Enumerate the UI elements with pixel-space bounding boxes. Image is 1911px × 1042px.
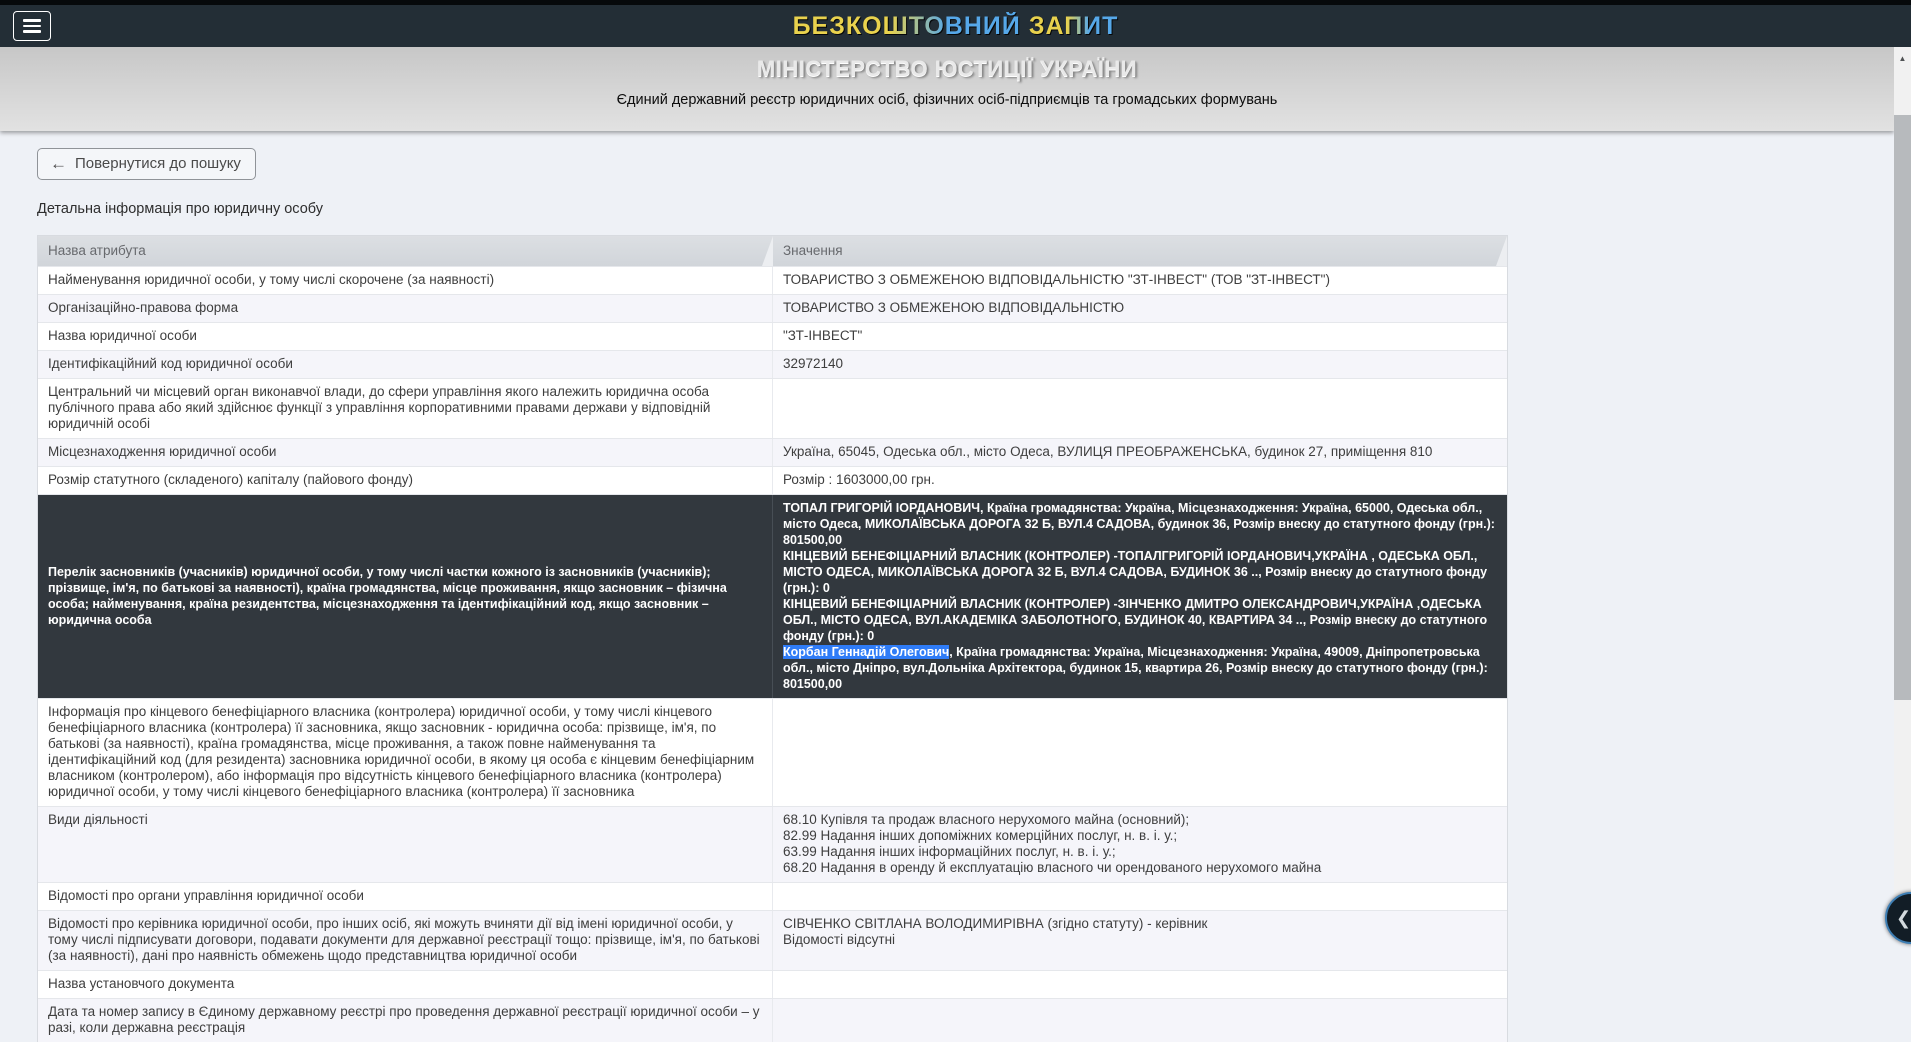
table-row[interactable] [38,266,1507,294]
value-cell [773,495,1507,698]
attr-cell: Ідентифікаційний код юридичної особи [38,351,773,378]
activity-line: 68.20 Надання в оренду й експлуатацію власного чи орендованого нерухомого майна [783,860,1322,875]
attr-cell: Інформація про кінцевого бенефіціарного власника (контролера) юридичної особи, у тому числі кінцевого бенефіціарного власника (контролера) її засновника, якщо засновник - юридична особа: прізвище, ім'я, по батькові (за наявності), країна громадянства, місце проживання, а також повне найменування та ідентифікаційний код (для резидента) засновника юридичної особи, в якому ця особа є кінцевим бенефіціарним власником (контролером), або інформація про відсутність кінцевого бенефіціарного власника (контролера) юридичної особи, у тому числі кінцевого бенефіціарного власника (контролера) її засновника [38,699,773,806]
director-line: СІВЧЕНКО СВІТЛАНА ВОЛОДИМИРІВНА (згідно статуту) - керівник [783,916,1208,931]
attr-cell: Організаційно-правова форма [38,295,773,322]
title-word-2: ЗАПИТ [1028,11,1119,40]
attr-cell: Розмір статутного (складеного) капіталу (пайового фонду) [38,467,773,494]
vertical-scrollbar[interactable] [1894,47,1911,924]
activity-line: 63.99 Надання інших інформаційних послуг, н. в. і. у.; [783,844,1116,859]
chevron-left-icon: ❮ [1896,908,1911,928]
ministry-banner [0,47,1894,131]
scrollbar-up-button[interactable]: ▲ [1898,53,1907,63]
table-row[interactable] [38,294,1507,322]
back-button-label: Повернутися до пошуку [75,155,241,172]
table-row[interactable] [38,910,1507,970]
value-cell [773,807,1507,882]
value-cell: ТОВАРИСТВО З ОБМЕЖЕНОЮ ВІДПОВІДАЛЬНІСТЮ [783,300,1125,315]
table-row[interactable] [38,806,1507,882]
selected-text: Корбан Геннадій Олегович [783,645,950,659]
attr-cell: Найменування юридичної особи, у тому числі скорочене (за наявності) [38,267,773,294]
ministry-title: МІНІСТЕРСТВО ЮСТИЦІЇ УКРАЇНИ [756,56,1138,81]
activity-line: 68.10 Купівля та продаж власного нерухомого майна (основний); [783,812,1190,827]
attr-cell: Назва юридичної особи [38,323,773,350]
value-cell [773,999,1507,1042]
attr-cell: Перелік засновників (учасників) юридичної особи, у тому числі частки кожного із засновників (учасників); прізвище, ім'я, по батькові за наявності), країна громадянства, місце проживання, якщо засновник – фізична особа; найменування, країна резидентства, місцезнаходження та ідентифікаційний код, якщо засновник – юридична особа [38,495,773,698]
value-cell: Україна, 65045, Одеська обл., місто Одеса, ВУЛИЦЯ ПРЕОБРАЖЕНСЬКА, будинок 27, приміщення 810 [783,444,1433,459]
attr-cell: Назва установчого документа [38,971,773,998]
page-title [793,12,1119,41]
table-row[interactable] [38,882,1507,910]
founder-line [783,644,1497,692]
section-title: Детальна інформація про юридичну особу [37,201,324,217]
hamburger-icon [23,19,41,22]
attr-cell: Види діяльності [38,807,773,882]
value-cell: Розмір : 1603000,00 грн. [783,472,935,487]
attr-cell: Центральний чи місцевий орган виконавчої влади, до сфери управління якого належить юридична особа публічного права або який здійснює функції з управління корпоративними правами держави у відповідній юридичній особі [38,379,773,438]
legal-entity-table [37,235,1508,1042]
table-row[interactable] [38,350,1507,378]
attr-cell: Відомості про керівника юридичної особи, про інших осіб, які можуть вчиняти дії від імені юридичної особи, у тому числі підписувати договори, подавати документи для державної реєстрації тощо: прізвище, ім'я, по батькові (за наявності), дані про наявність обмежень щодо представництва юридичної особи [38,911,773,970]
column-header-value[interactable]: Значення [773,236,1507,266]
table-row[interactable] [38,998,1507,1042]
left-arrow-icon: ← [50,154,67,173]
founder-line: ТОПАЛ ГРИГОРІЙ ІОРДАНОВИЧ, Країна громадянства: Україна, Місцезнаходження: Україна, 65000, Одеська обл., місто Одеса, МИКОЛАЇВСЬКА ДОРОГА 32 Б, ВУЛ.4 САДОВА, будинок 36, Розмір внеску до статутного фонду (грн.): 801500,00 [783,501,1495,547]
table-header-row [38,236,1507,266]
director-line: Відомості відсутні [783,932,896,947]
value-cell [773,971,1507,998]
main-content [0,131,1911,1042]
attr-cell: Місцезнаходження юридичної особи [38,439,773,466]
table-row[interactable] [38,378,1507,438]
title-word-1: БЕЗКОШТОВНИЙ [792,11,1021,40]
attr-cell: Дата та номер запису в Єдиному державному реєстрі про проведення державної реєстрації юридичної особи – у разі, коли державна реєстрація [38,999,773,1042]
value-cell [773,883,1507,910]
table-row[interactable] [38,322,1507,350]
value-cell: 32972140 [783,356,844,371]
value-cell: "ЗТ-ІНВЕСТ" [783,328,863,343]
attr-cell: Відомості про органи управління юридичної особи [38,883,773,910]
founder-line-rest: , Країна громадянства: Україна, Місцезнаходження: Україна, 49009, Дніпропетровська обл., місто Дніпро, вул.Дольніка Архітектора, будинок 15, квартира 26, Розмір внеску до статутного фонду (грн.): 801500,00 [783,645,1488,691]
back-to-search-button[interactable] [37,148,256,180]
activity-line: 82.99 Надання інших допоміжних комерційних послуг, н. в. і. у.; [783,828,1178,843]
scrollbar-thumb[interactable] [1894,115,1911,700]
founder-line: КІНЦЕВИЙ БЕНЕФІЦІАРНИЙ ВЛАСНИК (КОНТРОЛЕР) -ТОПАЛГРИГОРІЙ ІОРДАНОВИЧ,УКРАЇНА , ОДЕСЬКА ОБЛ., МІСТО ОДЕСА, МИКОЛАЇВСЬКА ДОРОГА 32 Б, ВУЛ.4 САДОВА, БУДИНОК 36 .., Розмір внеску до статутного фонду (грн.): 0 [783,549,1488,595]
value-cell [773,379,1507,438]
column-header-attribute[interactable]: Назва атрибута [38,236,773,266]
hamburger-menu-button[interactable] [13,11,51,41]
value-cell [773,699,1507,806]
founder-line: КІНЦЕВИЙ БЕНЕФІЦІАРНИЙ ВЛАСНИК (КОНТРОЛЕР) -ЗІНЧЕНКО ДМИТРО ОЛЕКСАНДРОВИЧ,УКРАЇНА ,ОДЕСЬКА ОБЛ., МІСТО ОДЕСА, ВУЛ.АКАДЕМІКА ЗАБОЛОТНОГО, БУДИНОК 40, КВАРТИРА 34 .., Розмір внеску до статутного фонду (грн.): 0 [783,597,1488,643]
app-header [0,5,1911,47]
table-row[interactable] [38,970,1507,998]
value-cell: ТОВАРИСТВО З ОБМЕЖЕНОЮ ВІДПОВІДАЛЬНІСТЮ "ЗТ-ІНВЕСТ" (ТОВ "ЗТ-ІНВЕСТ") [783,272,1330,287]
value-cell [773,911,1507,970]
table-row-founders-selected[interactable] [38,494,1507,698]
registry-subtitle: Єдиний державний реєстр юридичних осіб, фізичних осіб-підприємців та громадських формувань [616,92,1278,108]
table-row[interactable] [38,438,1507,466]
table-row[interactable] [38,466,1507,494]
table-row[interactable] [38,698,1507,806]
